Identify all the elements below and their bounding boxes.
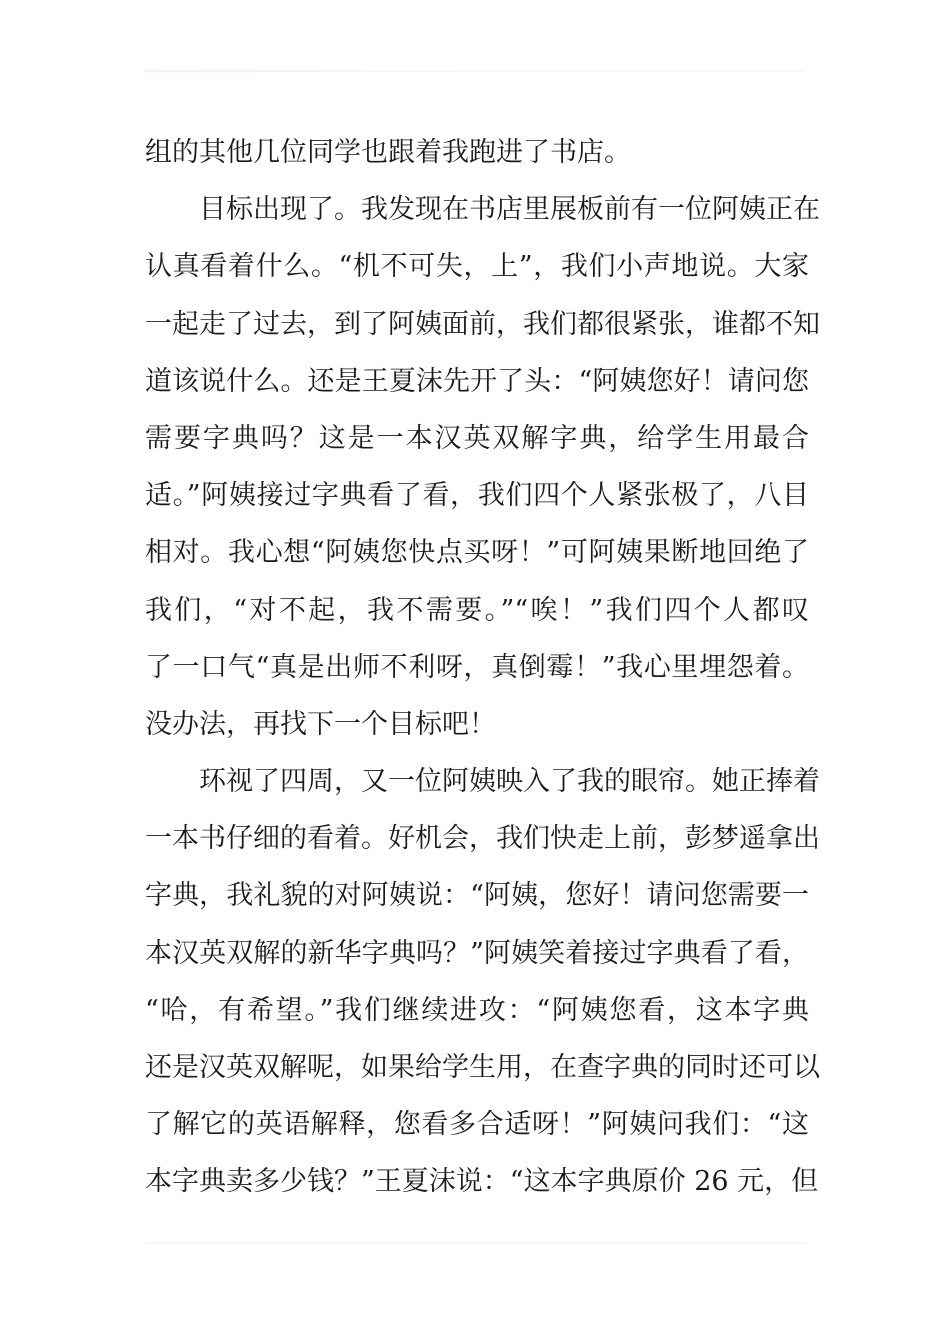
text-line: 了解它的英语解释，您看多合适呀！”阿姨问我们：“这 <box>145 1109 809 1141</box>
text-line: 组的其他几位同学也跟着我跑进了书店。 <box>145 137 631 168</box>
text-line: “哈，有希望。”我们继续进攻：“阿姨您看，这本字典 <box>145 994 809 1026</box>
text-line: 了一口气“真是出师不利呀，真倒霉！”我心里埋怨着。 <box>145 651 809 683</box>
document-body <box>145 124 820 1211</box>
text-line: 一起走了过去，到了阿姨面前，我们都很紧张，谁都不知 <box>145 308 820 340</box>
text-line: 还是汉英双解呢，如果给学生用，在查字典的同时还可以 <box>145 1052 820 1083</box>
text-line: 本字典卖多少钱？”王夏沫说：“这本字典原价 26 元，但 <box>145 1166 819 1198</box>
text-line: 一本书仔细的看着。好机会，我们快走上前，彭梦遥拿出 <box>145 823 820 855</box>
text-line: 相对。我心想“阿姨您快点买呀！”可阿姨果断地回绝了 <box>145 537 809 569</box>
text-line: 认真看着什么。“机不可失，上”，我们小声地说。大家 <box>145 251 809 283</box>
text-line: 没办法，再找下一个目标吧！ <box>145 708 496 740</box>
text-line: 我们，“对不起，我不需要。”“唉！”我们四个人都叹 <box>145 594 809 626</box>
text-line: 适。”阿姨接过字典看了看，我们四个人紧张极了，八目 <box>145 480 809 512</box>
header-rule <box>145 70 805 72</box>
text-line: 目标出现了。我发现在书店里展板前有一位阿姨正在 <box>199 194 820 226</box>
footer-rule <box>145 1242 805 1244</box>
text-line: 需要字典吗？这是一本汉英双解字典，给学生用最合 <box>145 422 809 454</box>
text-line: 本汉英双解的新华字典吗？”阿姨笑着接过字典看了看， <box>145 937 809 969</box>
text-line: 字典，我礼貌的对阿姨说：“阿姨，您好！请问您需要一 <box>145 880 809 912</box>
text-line: 道该说什么。还是王夏沫先开了头：“阿姨您好！请问您 <box>145 365 809 397</box>
text-line: 环视了四周，又一位阿姨映入了我的眼帘。她正捧着 <box>199 766 820 798</box>
